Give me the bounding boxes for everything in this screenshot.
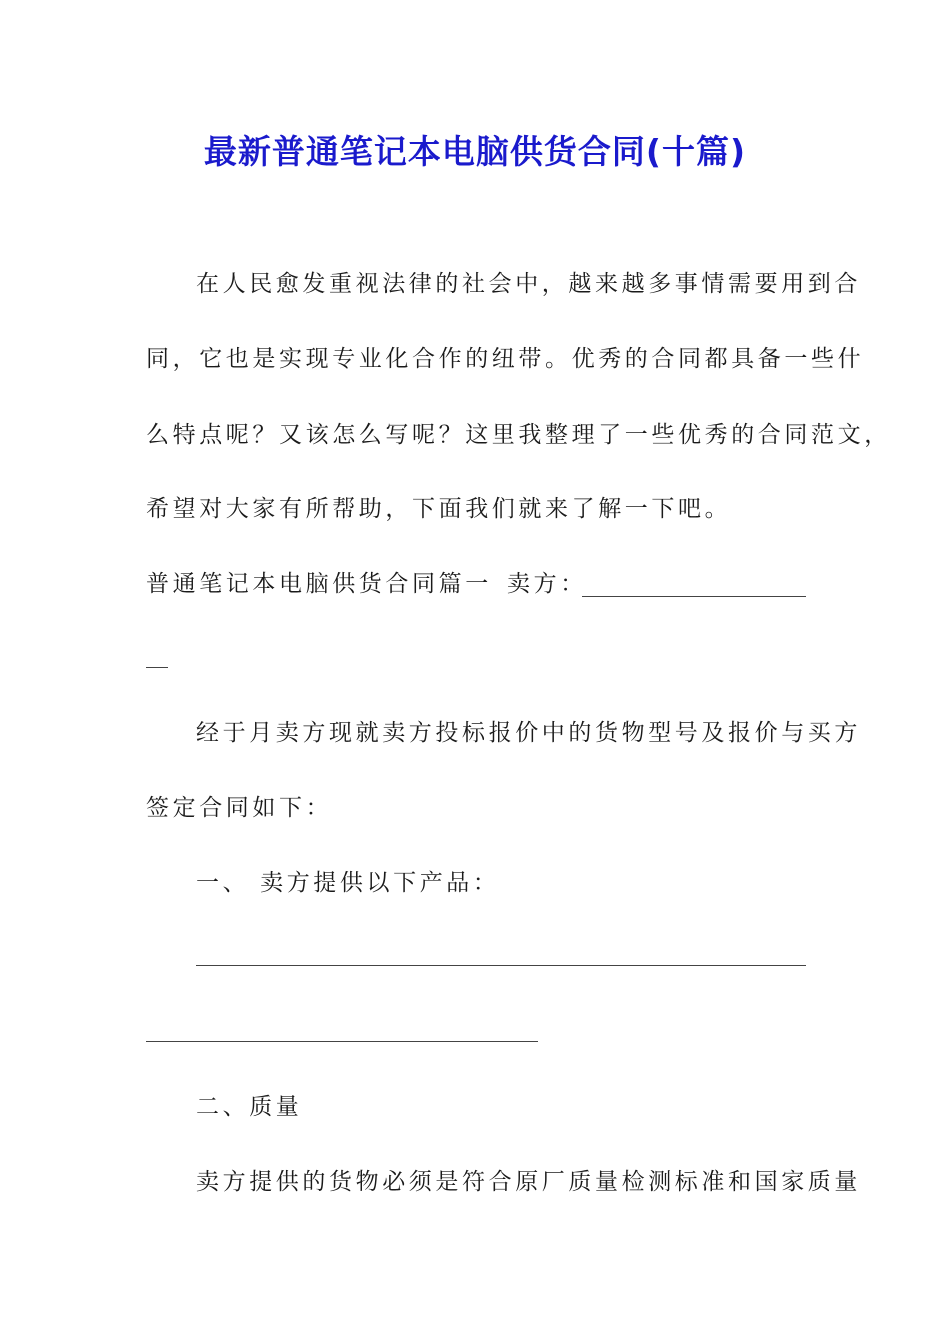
paragraph-1-line-1: 经于月卖方现就卖方投标报价中的货物型号及报价与买方 <box>196 720 861 746</box>
seller-blank-line-continued <box>146 667 168 668</box>
document-title: 最新普通笔记本电脑供货合同(十篇) <box>203 132 747 171</box>
product-blank-line-2 <box>146 1041 538 1042</box>
seller-blank-line <box>582 596 806 597</box>
intro-line-4: 希望对大家有所帮助，下面我们就来了解一下吧。 <box>146 496 732 522</box>
item-2-heading: 二、质量 <box>196 1094 303 1120</box>
paragraph-2-line-1: 卖方提供的货物必须是符合原厂质量检测标准和国家质量 <box>196 1169 861 1195</box>
product-blank-line-1 <box>196 965 806 966</box>
intro-line-3: 么特点呢？又该怎么写呢？这里我整理了一些优秀的合同范文， <box>146 422 891 448</box>
section-heading: 普通笔记本电脑供货合同篇一 <box>146 571 492 597</box>
intro-line-1: 在人民愈发重视法律的社会中，越来越多事情需要用到合 <box>196 271 861 297</box>
item-1-heading: 一、 卖方提供以下产品： <box>196 870 500 896</box>
paragraph-1-line-2: 签定合同如下： <box>146 795 333 821</box>
seller-label: 卖方： <box>507 571 587 597</box>
intro-line-2: 同，它也是实现专业化合作的纽带。优秀的合同都具备一些什 <box>146 346 865 372</box>
